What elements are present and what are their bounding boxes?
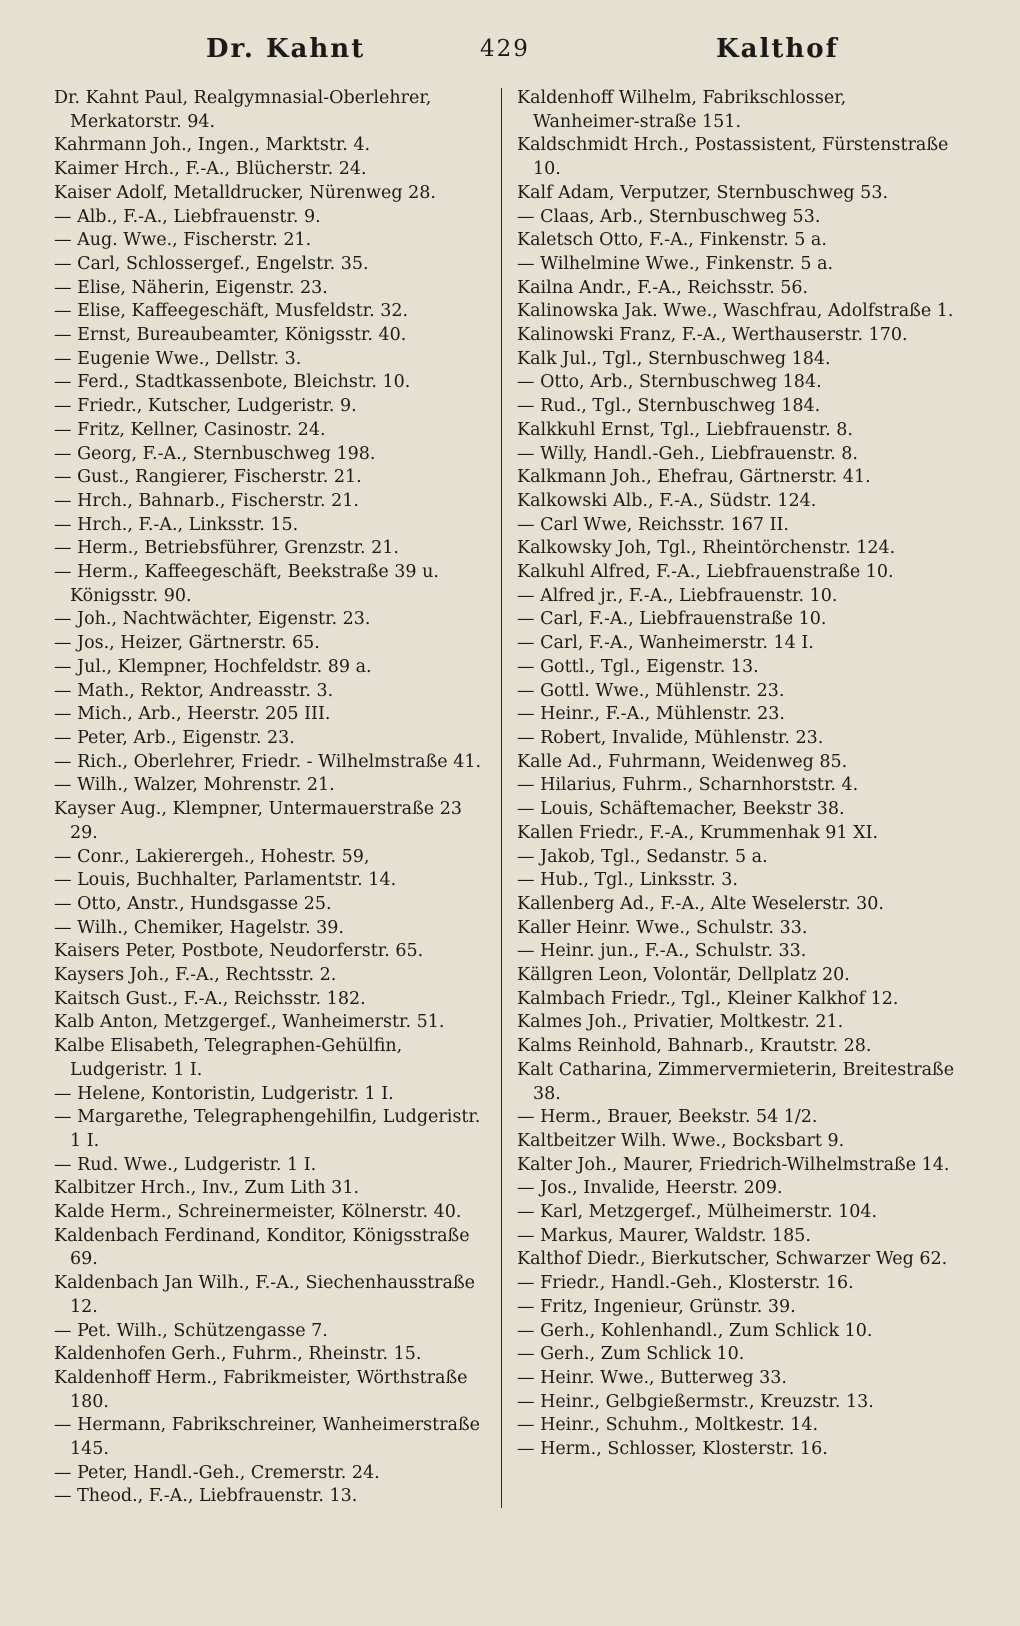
directory-entry: Kaldenhoff Herm., Fabrikmeister, Wörthstraße 180.: [54, 1367, 468, 1412]
directory-entry: — Jul., Klempner, Hochfeldstr. 89 a.: [54, 656, 372, 677]
directory-entry: — Rud. Wwe., Ludgeristr. 1 I.: [54, 1154, 317, 1175]
directory-entry: — Robert, Invalide, Mühlenstr. 23.: [517, 727, 824, 748]
directory-entry: Kaiser Adolf, Metalldrucker, Nürenweg 28.: [54, 182, 436, 203]
directory-entry: Kalbitzer Hrch., Inv., Zum Lith 31.: [54, 1178, 360, 1199]
directory-entry: Kaldenhoff Wilhelm, Fabrikschlosser, Wanheimer-straße 151.: [517, 88, 847, 132]
directory-entry: — Rud., Tgl., Sternbuschweg 184.: [517, 396, 821, 417]
directory-entry: Kalt Catharina, Zimmervermieterin, Breitestraße 38.: [517, 1059, 955, 1104]
directory-entry: Kaisers Peter, Postbote, Neudorferstr. 65.: [54, 941, 424, 962]
directory-entry: — Gust., Rangierer, Fischerstr. 21.: [54, 467, 362, 488]
right-column: [517, 87, 957, 1462]
directory-entry: — Jos., Invalide, Heerstr. 209.: [517, 1178, 783, 1199]
directory-entry: — Carl, F.-A., Liebfrauenstraße 10.: [517, 609, 827, 630]
page-number: 429: [480, 36, 530, 62]
directory-entry: — Peter, Handl.-Geh., Cremerstr. 24.: [54, 1462, 380, 1483]
directory-entry: Kaysers Joh., F.-A., Rechtsstr. 2.: [54, 965, 337, 986]
directory-entry: Kalkkuhl Ernst, Tgl., Liebfrauenstr. 8.: [517, 419, 853, 440]
directory-entry: — Herm., Schlosser, Klosterstr. 16.: [517, 1439, 828, 1460]
directory-entry: — Wilhelmine Wwe., Finkenstr. 5 a.: [517, 253, 834, 274]
directory-entry: — Louis, Buchhalter, Parlamentstr. 14.: [54, 870, 397, 891]
directory-entry: — Aug. Wwe., Fischerstr. 21.: [54, 230, 312, 251]
directory-entry: Kalb Anton, Metzgergef., Wanheimerstr. 51.: [54, 1012, 445, 1033]
directory-entry: — Friedr., Kutscher, Ludgeristr. 9.: [54, 396, 357, 417]
left-column: [54, 87, 494, 1509]
directory-entry: — Hermann, Fabrikschreiner, Wanheimerstraße 145.: [54, 1415, 481, 1460]
directory-entry: Kaldenbach Jan Wilh., F.-A., Siechenhausstraße 12.: [54, 1273, 475, 1317]
directory-entry: — Conr., Lakierergeh., Hohestr. 59,: [54, 846, 370, 867]
directory-entry: — Carl, F.-A., Wanheimerstr. 14 I.: [517, 633, 814, 654]
directory-entry: Kalkuhl Alfred, F.-A., Liebfrauenstraße 10.: [517, 562, 894, 583]
directory-entry: Kalinowska Jak. Wwe., Waschfrau, Adolfstraße 1.: [517, 301, 954, 322]
directory-entry: — Willy, Handl.-Geh., Liebfrauenstr. 8.: [517, 443, 858, 464]
directory-entry: — Gottl. Wwe., Mühlenstr. 23.: [517, 680, 785, 701]
directory-entry: Kalter Joh., Maurer, Friedrich-Wilhelmstraße 14.: [517, 1154, 950, 1175]
directory-entry: Kayser Aug., Klempner, Untermauerstraße 23 29.: [54, 799, 462, 843]
directory-entry: Kaldschmidt Hrch., Postassistent, Fürstenstraße 10.: [517, 135, 949, 180]
header-left-keyword: Dr. Kahnt: [206, 34, 366, 64]
directory-entry: — Otto, Arb., Sternbuschweg 184.: [517, 372, 822, 393]
directory-entry: — Ferd., Stadtkassenbote, Bleichstr. 10.: [54, 372, 411, 393]
directory-entry: Kallenberg Ad., F.-A., Alte Weselerstr. 30.: [517, 893, 884, 914]
directory-entry: Kalkowsky Joh, Tgl., Rheintörchenstr. 124.: [517, 538, 896, 559]
directory-entry: — Hrch., F.-A., Linksstr. 15.: [54, 514, 299, 535]
page-header: [56, 34, 976, 74]
directory-entry: — Heinr. Wwe., Butterweg 33.: [517, 1367, 787, 1388]
directory-entry: — Rich., Oberlehrer, Friedr. - Wilhelmstraße 41.: [54, 751, 482, 772]
directory-entry: — Georg, F.-A., Sternbuschweg 198.: [54, 443, 376, 464]
directory-entry: Kalf Adam, Verputzer, Sternbuschweg 53.: [517, 182, 889, 203]
directory-entry: — Herm., Kaffeegeschäft, Beekstraße 39 u. Königsstr. 90.: [54, 562, 439, 606]
directory-entry: Kalkowski Alb., F.-A., Südstr. 124.: [517, 490, 817, 511]
directory-entry: — Markus, Maurer, Waldstr. 185.: [517, 1225, 811, 1246]
directory-entry: Kalmbach Friedr., Tgl., Kleiner Kalkhof 12.: [517, 988, 899, 1009]
directory-entry: — Carl, Schlossergef., Engelstr. 35.: [54, 253, 369, 274]
directory-entry: — Math., Rektor, Andreasstr. 3.: [54, 680, 334, 701]
directory-entry: — Fritz, Ingenieur, Grünstr. 39.: [517, 1296, 796, 1317]
directory-entry: Kallen Friedr., F.-A., Krummenhak 91 XI.: [517, 822, 879, 843]
directory-entry: Kalde Herm., Schreinermeister, Kölnerstr. 40.: [54, 1202, 462, 1223]
directory-entry: — Ernst, Bureaubeamter, Königsstr. 40.: [54, 325, 407, 346]
directory-entry: — Jakob, Tgl., Sedanstr. 5 a.: [517, 846, 768, 867]
directory-entry: — Heinr., Gelbgießermstr., Kreuzstr. 13.: [517, 1391, 874, 1412]
directory-entry: — Hub., Tgl., Linksstr. 3.: [517, 870, 738, 891]
directory-entry: — Herm., Brauer, Beekstr. 54 1/2.: [517, 1107, 818, 1128]
directory-entry: Källgren Leon, Volontär, Dellplatz 20.: [517, 965, 850, 986]
directory-entry: — Hrch., Bahnarb., Fischerstr. 21.: [54, 490, 359, 511]
header-right-keyword: Kalthof: [716, 34, 839, 64]
directory-entry: Dr. Kahnt Paul, Realgymnasial-Oberlehrer, Merkatorstr. 94.: [54, 88, 432, 132]
directory-entry: — Wilh., Chemiker, Hagelstr. 39.: [54, 917, 344, 938]
directory-entry: — Pet. Wilh., Schützengasse 7.: [54, 1320, 328, 1341]
directory-entry: — Carl Wwe, Reichsstr. 167 II.: [517, 514, 789, 535]
directory-entry: — Louis, Schäftemacher, Beekstr 38.: [517, 799, 845, 820]
directory-entry: Kaltbeitzer Wilh. Wwe., Bocksbart 9.: [517, 1130, 845, 1151]
directory-entry: — Gerh., Kohlenhandl., Zum Schlick 10.: [517, 1320, 873, 1341]
directory-entry: Kaimer Hrch., F.-A., Blücherstr. 24.: [54, 159, 367, 180]
directory-entry: — Peter, Arb., Eigenstr. 23.: [54, 727, 295, 748]
directory-entry: Kaletsch Otto, F.-A., Finkenstr. 5 a.: [517, 230, 827, 251]
directory-entry: Kalk Jul., Tgl., Sternbuschweg 184.: [517, 348, 831, 369]
directory-entry: Kahrmann Joh., Ingen., Marktstr. 4.: [54, 135, 371, 156]
directory-entry: — Heinr. jun., F.-A., Schulstr. 33.: [517, 941, 807, 962]
directory-entry: — Alfred jr., F.-A., Liebfrauenstr. 10.: [517, 585, 838, 606]
directory-entry: — Theod., F.-A., Liebfrauenstr. 13.: [54, 1486, 358, 1507]
directory-entry: — Wilh., Walzer, Mohrenstr. 21.: [54, 775, 335, 796]
directory-entry: — Helene, Kontoristin, Ludgeristr. 1 I.: [54, 1083, 394, 1104]
directory-entry: Kalle Ad., Fuhrmann, Weidenweg 85.: [517, 751, 848, 772]
directory-entry: — Otto, Anstr., Hundsgasse 25.: [54, 893, 332, 914]
directory-entry: Kaitsch Gust., F.-A., Reichsstr. 182.: [54, 988, 366, 1009]
directory-entry: Kalthof Diedr., Bierkutscher, Schwarzer Weg 62.: [517, 1249, 948, 1270]
directory-entry: — Alb., F.-A., Liebfrauenstr. 9.: [54, 206, 321, 227]
directory-entry: — Friedr., Handl.-Geh., Klosterstr. 16.: [517, 1273, 854, 1294]
directory-entry: — Joh., Nachtwächter, Eigenstr. 23.: [54, 609, 371, 630]
directory-entry: Kalbe Elisabeth, Telegraphen-Gehülfin, Ludgeristr. 1 I.: [54, 1036, 403, 1080]
directory-entry: — Elise, Näherin, Eigenstr. 23.: [54, 277, 328, 298]
directory-entry: Kaldenbach Ferdinand, Konditor, Königsstraße 69.: [54, 1225, 470, 1270]
directory-entry: Kailna Andr., F.-A., Reichsstr. 56.: [517, 277, 809, 298]
directory-entry: Kalmes Joh., Privatier, Moltkestr. 21.: [517, 1012, 844, 1033]
directory-entry: Kalkmann Joh., Ehefrau, Gärtnerstr. 41.: [517, 467, 871, 488]
directory-entry: — Karl, Metzgergef., Mülheimerstr. 104.: [517, 1202, 878, 1223]
directory-entry: — Margarethe, Telegraphengehilfin, Ludgeristr. 1 I.: [54, 1107, 481, 1151]
directory-entry: Kalms Reinhold, Bahnarb., Krautstr. 28.: [517, 1036, 872, 1057]
directory-entry: Kaldenhofen Gerh., Fuhrm., Rheinstr. 15.: [54, 1344, 422, 1365]
directory-entry: — Gottl., Tgl., Eigenstr. 13.: [517, 656, 759, 677]
directory-entry: Kaller Heinr. Wwe., Schulstr. 33.: [517, 917, 808, 938]
directory-entry: — Fritz, Kellner, Casinostr. 24.: [54, 419, 326, 440]
directory-entry: — Gerh., Zum Schlick 10.: [517, 1344, 745, 1365]
directory-entry: — Eugenie Wwe., Dellstr. 3.: [54, 348, 302, 369]
directory-entry: — Elise, Kaffeegeschäft, Musfeldstr. 32.: [54, 301, 409, 322]
directory-entry: — Heinr., F.-A., Mühlenstr. 23.: [517, 704, 785, 725]
directory-entry: — Jos., Heizer, Gärtnerstr. 65.: [54, 633, 320, 654]
directory-entry: Kalinowski Franz, F.-A., Werthauserstr. 170.: [517, 325, 908, 346]
directory-entry: — Herm., Betriebsführer, Grenzstr. 21.: [54, 538, 399, 559]
directory-entry: — Hilarius, Fuhrm., Scharnhorststr. 4.: [517, 775, 859, 796]
column-divider: [501, 88, 502, 1508]
directory-entry: — Claas, Arb., Sternbuschweg 53.: [517, 206, 821, 227]
directory-entry: — Mich., Arb., Heerstr. 205 III.: [54, 704, 331, 725]
directory-entry: — Heinr., Schuhm., Moltkestr. 14.: [517, 1415, 819, 1436]
